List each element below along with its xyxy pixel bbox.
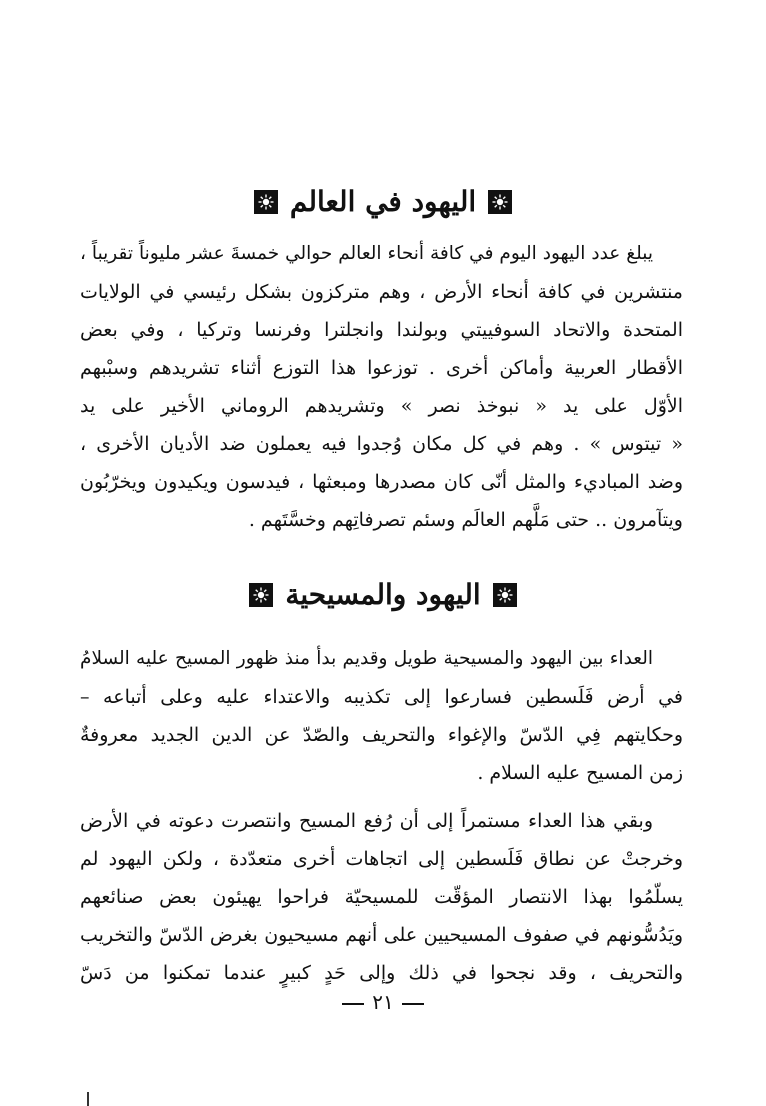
paragraph-line: في أرض فَلَسطين فسارعوا إلى تكذيبه والاعتداء عليه وعلى أتباعه – [80,686,683,708]
sun-ornament-icon [254,190,278,214]
paragraph-line: وخرجتْ عن نطاق فَلَسطين إلى اتجاهات أخرى متعدّدة ، ولكن اليهود لم [80,848,683,870]
sun-ornament-icon [488,190,512,214]
dash-left [402,1003,424,1005]
paragraph-line: وبقي هذا العداء مستمراً إلى أن رُفع المسيح وانتصرت دعوته في الأرض [80,810,653,832]
paragraph-line: يبلغ عدد اليهود اليوم في كافة أنحاء العالم حوالي خمسةَ عشر مليوناً تقريباً ، [80,243,653,264]
section-title: اليهود في العالم [289,185,477,218]
paragraph-line: « تيتوس » . وهم في كل مكان وُجدوا فيه يعملون ضد الأديان الأخرى ، [80,433,683,455]
sun-ornament-icon [249,583,273,607]
section-title: اليهود والمسيحية [285,578,481,611]
paragraph-line: وضد المباديء والمثل أنّى كان مصدرها ومبعثها ، فيدسون ويكيدون ويخرّبُون [80,471,683,493]
paragraph-line: زمن المسيح عليه السلام . [477,762,683,784]
section-heading-jews-and-christianity [0,575,766,615]
page-number [0,990,766,1014]
dash-right [342,1003,364,1005]
paragraph-line: منتشرين في كافة أنحاء الأرض ، وهم متركزون بشكل رئيسي في الولايات [80,281,683,303]
paragraph-line: يسلّمُوا بهذا الانتصار المؤقّت للمسيحيّة فراحوا يهيئون بعض صنائعهم [80,886,683,908]
sun-ornament-icon [493,583,517,607]
margin-mark [87,1092,89,1106]
paragraph-line: ويَدُسُّونهم في صفوف المسيحيين على أنهم مسيحيون بغرض الدّسّ والتخريب [80,924,683,946]
paragraph-line: الأقطار العربية وأماكن أخرى . توزعوا هذا التوزع أثناء تشريدهم وسبْبهم [80,357,683,379]
paragraph-line: ويتآمرون .. حتى مَلَّهم العالَم وسئم تصرفاتِهم وخسَّتَهم . [248,509,683,531]
paragraph-line: وحكايتهم فِي الدّسّ والإغواء والتحريف والصّدّ عن الدين الجديد معروفةٌ [80,724,683,746]
paragraph-line: والتحريف ، وقد نجحوا في ذلك وإلى حَدٍ كبيرٍ عندما تمكنوا من دَسّ [80,962,683,984]
paragraph-line: المتحدة والاتحاد السوفييتي وبولندا وانجلترا وفرنسا وتركيا ، وفي بعض [80,319,683,341]
paragraph-line: الأوّل على يد « نبوخذ نصر » وتشريدهم الروماني الأخير على يد [80,395,683,417]
section-heading-jews-in-world [0,182,766,222]
paragraph-line: العداء بين اليهود والمسيحية طويل وقديم بدأ منذ ظهور المسيح عليه السلامُ [80,648,653,669]
page-number-value: ٢١ [372,990,394,1014]
